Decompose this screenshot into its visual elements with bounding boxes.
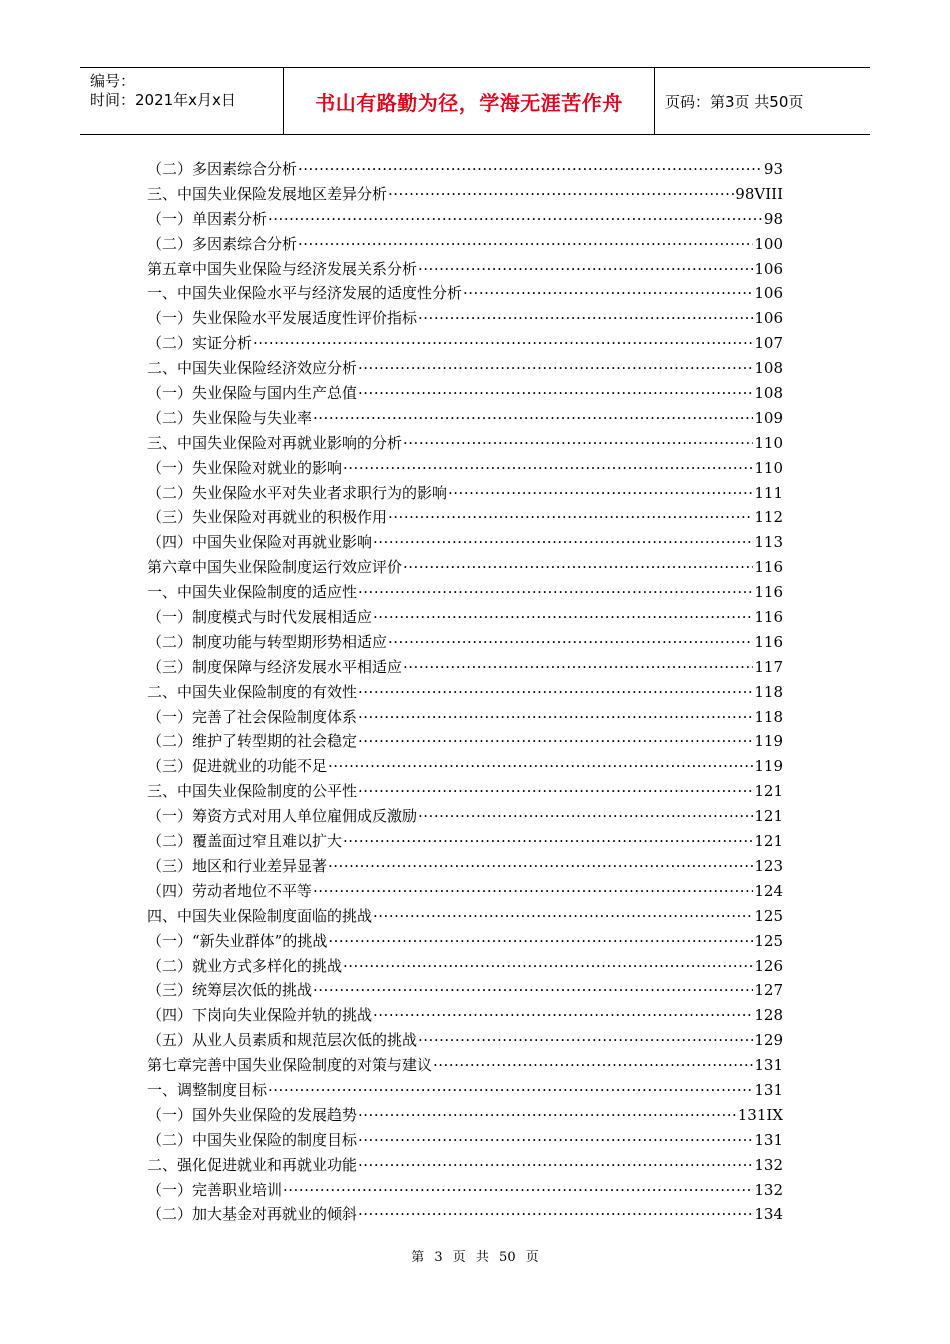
- toc-entry[interactable]: [147, 755, 783, 780]
- toc-leader-dots: [268, 1081, 753, 1099]
- toc-entry-title: 三、中国失业保险制度的公平性: [147, 782, 358, 801]
- toc-entry-page: 124: [754, 881, 783, 900]
- toc-entry-title: （二）失业保险与失业率: [147, 408, 313, 427]
- toc-entry[interactable]: [147, 482, 783, 507]
- toc-entry[interactable]: [147, 506, 783, 531]
- toc-entry-page: 129: [754, 1031, 783, 1050]
- toc-entry-page: 132: [754, 1180, 783, 1199]
- toc-entry-title: （二）加大基金对再就业的倾斜: [147, 1205, 358, 1224]
- toc-leader-dots: [403, 658, 753, 676]
- toc-entry[interactable]: [147, 208, 783, 233]
- toc-entry-page: 121: [754, 782, 783, 801]
- toc-entry[interactable]: [147, 457, 783, 482]
- toc-leader-dots: [373, 608, 753, 626]
- toc-entry-title: 一、调整制度目标: [147, 1080, 268, 1099]
- toc-entry-title: 二、中国失业保险制度的有效性: [147, 682, 358, 701]
- toc-entry-page: 100: [754, 234, 783, 253]
- toc-leader-dots: [328, 857, 753, 875]
- toc-entry-title: （四）劳动者地位不平等: [147, 881, 313, 900]
- toc-entry[interactable]: [147, 606, 783, 631]
- header-meta: [80, 68, 283, 134]
- toc-entry-page: 107: [754, 334, 783, 353]
- toc-entry-title: 二、中国失业保险经济效应分析: [147, 359, 358, 378]
- toc-entry-title: （一）单因素分析: [147, 209, 268, 228]
- toc-entry[interactable]: [147, 730, 783, 755]
- toc-entry-page: 121: [754, 807, 783, 826]
- toc-entry[interactable]: [147, 282, 783, 307]
- toc-entry[interactable]: [147, 407, 783, 432]
- toc-entry-page: 126: [754, 956, 783, 975]
- toc-entry-title: （五）从业人员素质和规范层次低的挑战: [147, 1031, 418, 1050]
- toc-entry-title: （一）完善职业培训: [147, 1180, 283, 1199]
- toc-entry[interactable]: [147, 1004, 783, 1029]
- toc-leader-dots: [373, 1006, 753, 1024]
- toc-entry[interactable]: [147, 1203, 783, 1228]
- page-header: [80, 67, 870, 135]
- toc-leader-dots: [343, 957, 753, 975]
- toc-entry[interactable]: [147, 332, 783, 357]
- toc-entry[interactable]: [147, 631, 783, 656]
- toc-entry-title: （二）实证分析: [147, 334, 253, 353]
- toc-entry-page: 128: [754, 1006, 783, 1025]
- toc-entry-page: 108: [754, 359, 783, 378]
- toc-entry[interactable]: [147, 905, 783, 930]
- toc-entry-page: 116: [754, 583, 783, 602]
- toc-entry[interactable]: [147, 307, 783, 332]
- toc-entry-title: （四）下岗向失业保险并轨的挑战: [147, 1006, 373, 1025]
- toc-leader-dots: [358, 732, 753, 750]
- toc-leader-dots: [358, 1131, 753, 1149]
- toc-entry-page: 98VIII: [735, 184, 783, 203]
- toc-entry[interactable]: [147, 258, 783, 283]
- toc-entry[interactable]: [147, 432, 783, 457]
- toc-leader-dots: [313, 882, 753, 900]
- toc-entry[interactable]: [147, 1179, 783, 1204]
- toc-leader-dots: [418, 309, 753, 327]
- toc-entry[interactable]: [147, 780, 783, 805]
- toc-entry-title: （一）筹资方式对用人单位雇佣成反激励: [147, 807, 418, 826]
- toc-entry-title: 三、中国失业保险对再就业影响的分析: [147, 433, 403, 452]
- toc-leader-dots: [313, 409, 753, 427]
- table-of-contents: [147, 158, 783, 1228]
- toc-entry-page: 116: [754, 632, 783, 651]
- toc-leader-dots: [388, 185, 734, 203]
- toc-entry-title: （二）失业保险水平对失业者求职行为的影响: [147, 483, 448, 502]
- toc-entry-page: 109: [754, 408, 783, 427]
- toc-entry-page: 125: [754, 931, 783, 950]
- header-page-info: 页码：第3页 共50页: [665, 92, 804, 111]
- toc-entry-page: 119: [754, 732, 783, 751]
- toc-entry-page: 106: [754, 259, 783, 278]
- toc-entry-title: （二）覆盖面过窄且难以扩大: [147, 832, 343, 851]
- toc-entry-title: （三）促进就业的功能不足: [147, 757, 328, 776]
- toc-leader-dots: [373, 533, 753, 551]
- toc-entry[interactable]: [147, 158, 783, 183]
- toc-entry-page: 123: [754, 856, 783, 875]
- toc-entry-title: 第七章完善中国失业保险制度的对策与建议: [147, 1056, 433, 1075]
- toc-entry-page: 93: [763, 160, 783, 178]
- toc-leader-dots: [388, 633, 753, 651]
- toc-leader-dots: [358, 708, 753, 726]
- toc-leader-dots: [388, 508, 753, 526]
- toc-leader-dots: [418, 260, 753, 278]
- toc-entry-page: 98: [763, 209, 783, 228]
- toc-entry-title: 一、中国失业保险水平与经济发展的适度性分析: [147, 284, 463, 303]
- toc-entry-page: 116: [754, 608, 783, 627]
- toc-leader-dots: [418, 807, 753, 825]
- toc-entry[interactable]: [147, 979, 783, 1004]
- toc-entry-page: 131: [754, 1080, 783, 1099]
- toc-leader-dots: [268, 210, 763, 228]
- page-footer: 第 3 页 共 50 页: [411, 1250, 539, 1265]
- toc-leader-dots: [343, 832, 753, 850]
- toc-entry[interactable]: [147, 955, 783, 980]
- toc-leader-dots: [373, 907, 753, 925]
- toc-entry-page: 106: [754, 284, 783, 303]
- toc-leader-dots: [358, 1106, 737, 1124]
- toc-leader-dots: [448, 484, 753, 502]
- toc-entry-page: 134: [754, 1205, 783, 1224]
- toc-entry[interactable]: [147, 681, 783, 706]
- toc-entry-title: （三）地区和行业差异显著: [147, 856, 328, 875]
- toc-entry[interactable]: [147, 1104, 783, 1129]
- toc-entry-page: 127: [754, 981, 783, 1000]
- toc-entry-title: 一、中国失业保险制度的适应性: [147, 583, 358, 602]
- toc-entry[interactable]: [147, 556, 783, 581]
- toc-entry-page: 110: [754, 458, 783, 477]
- toc-entry-title: （二）中国失业保险的制度目标: [147, 1130, 358, 1149]
- toc-leader-dots: [343, 459, 753, 477]
- toc-entry-page: 118: [754, 682, 783, 701]
- toc-entry[interactable]: [147, 531, 783, 556]
- toc-entry-page: 108: [754, 384, 783, 403]
- toc-entry-page: 131: [754, 1130, 783, 1149]
- toc-entry-page: 113: [754, 533, 783, 552]
- toc-entry[interactable]: [147, 581, 783, 606]
- toc-entry-page: 117: [754, 657, 783, 676]
- toc-leader-dots: [403, 558, 753, 576]
- toc-entry-page: 111: [754, 483, 783, 502]
- toc-entry-page: 112: [754, 508, 783, 527]
- toc-entry-title: （二）多因素综合分析: [147, 234, 298, 253]
- toc-entry-page: 116: [754, 558, 783, 577]
- toc-entry[interactable]: [147, 357, 783, 382]
- toc-entry-title: （一）制度模式与时代发展相适应: [147, 608, 373, 627]
- header-motto: 书山有路勤为径，学海无涯苦作舟: [283, 68, 655, 134]
- toc-entry-title: （二）就业方式多样化的挑战: [147, 956, 343, 975]
- toc-leader-dots: [358, 583, 753, 601]
- toc-entry-title: 第六章中国失业保险制度运行效应评价: [147, 558, 403, 577]
- toc-entry-title: 三、中国失业保险发展地区差异分析: [147, 184, 388, 203]
- toc-leader-dots: [358, 683, 753, 701]
- toc-entry[interactable]: [147, 930, 783, 955]
- toc-entry-title: 四、中国失业保险制度面临的挑战: [147, 906, 373, 925]
- toc-entry-page: 106: [754, 309, 783, 328]
- time-label: 时间：2021年x月x日: [90, 91, 236, 109]
- toc-entry-title: 第五章中国失业保险与经济发展关系分析: [147, 259, 418, 278]
- toc-leader-dots: [298, 160, 763, 178]
- toc-entry-page: 118: [754, 707, 783, 726]
- toc-leader-dots: [403, 434, 753, 452]
- toc-entry-title: （一）国外失业保险的发展趋势: [147, 1105, 358, 1124]
- toc-leader-dots: [433, 1056, 753, 1074]
- toc-leader-dots: [358, 359, 753, 377]
- toc-entry-title: 二、强化促进就业和再就业功能: [147, 1155, 358, 1174]
- toc-leader-dots: [358, 384, 753, 402]
- toc-entry-page: 125: [754, 906, 783, 925]
- toc-leader-dots: [298, 235, 753, 253]
- toc-entry-page: 110: [754, 433, 783, 452]
- toc-entry-title: （一）完善了社会保险制度体系: [147, 707, 358, 726]
- toc-entry-page: 121: [754, 832, 783, 851]
- toc-leader-dots: [358, 1156, 753, 1174]
- toc-entry[interactable]: [147, 183, 783, 208]
- toc-entry[interactable]: [147, 1029, 783, 1054]
- toc-entry-title: （一）失业保险与国内生产总值: [147, 384, 358, 403]
- toc-leader-dots: [283, 1181, 753, 1199]
- toc-entry-title: （二）制度功能与转型期形势相适应: [147, 632, 388, 651]
- toc-entry[interactable]: [147, 233, 783, 258]
- toc-leader-dots: [418, 1031, 753, 1049]
- toc-entry-page: 131: [754, 1056, 783, 1075]
- toc-entry[interactable]: [147, 855, 783, 880]
- toc-entry-page: 131IX: [737, 1105, 783, 1124]
- toc-entry[interactable]: [147, 1154, 783, 1179]
- toc-leader-dots: [328, 757, 753, 775]
- toc-leader-dots: [358, 782, 753, 800]
- toc-entry-title: （三）统筹层次低的挑战: [147, 981, 313, 1000]
- toc-entry[interactable]: [147, 1129, 783, 1154]
- toc-entry[interactable]: [147, 805, 783, 830]
- toc-leader-dots: [253, 334, 753, 352]
- toc-entry-page: 119: [754, 757, 783, 776]
- toc-leader-dots: [328, 932, 753, 950]
- toc-entry-title: （三）制度保障与经济发展水平相适应: [147, 657, 403, 676]
- toc-entry-title: （二）维护了转型期的社会稳定: [147, 732, 358, 751]
- toc-entry[interactable]: [147, 382, 783, 407]
- toc-entry-title: （一）失业保险水平发展适度性评价指标: [147, 309, 418, 328]
- toc-entry[interactable]: [147, 656, 783, 681]
- toc-entry[interactable]: [147, 1079, 783, 1104]
- toc-leader-dots: [358, 1205, 753, 1223]
- toc-entry[interactable]: [147, 830, 783, 855]
- toc-entry[interactable]: [147, 1054, 783, 1079]
- toc-entry-title: （二）多因素综合分析: [147, 160, 298, 178]
- toc-entry-title: （四）中国失业保险对再就业影响: [147, 533, 373, 552]
- toc-entry-title: （一）失业保险对就业的影响: [147, 458, 343, 477]
- toc-entry-page: 132: [754, 1155, 783, 1174]
- toc-entry-title: （三）失业保险对再就业的积极作用: [147, 508, 388, 527]
- toc-entry[interactable]: [147, 880, 783, 905]
- toc-entry-title: （一）“新失业群体”的挑战: [147, 931, 328, 950]
- toc-leader-dots: [463, 284, 753, 302]
- toc-leader-dots: [313, 981, 753, 999]
- number-label: 编号：: [90, 72, 136, 90]
- toc-entry[interactable]: [147, 706, 783, 731]
